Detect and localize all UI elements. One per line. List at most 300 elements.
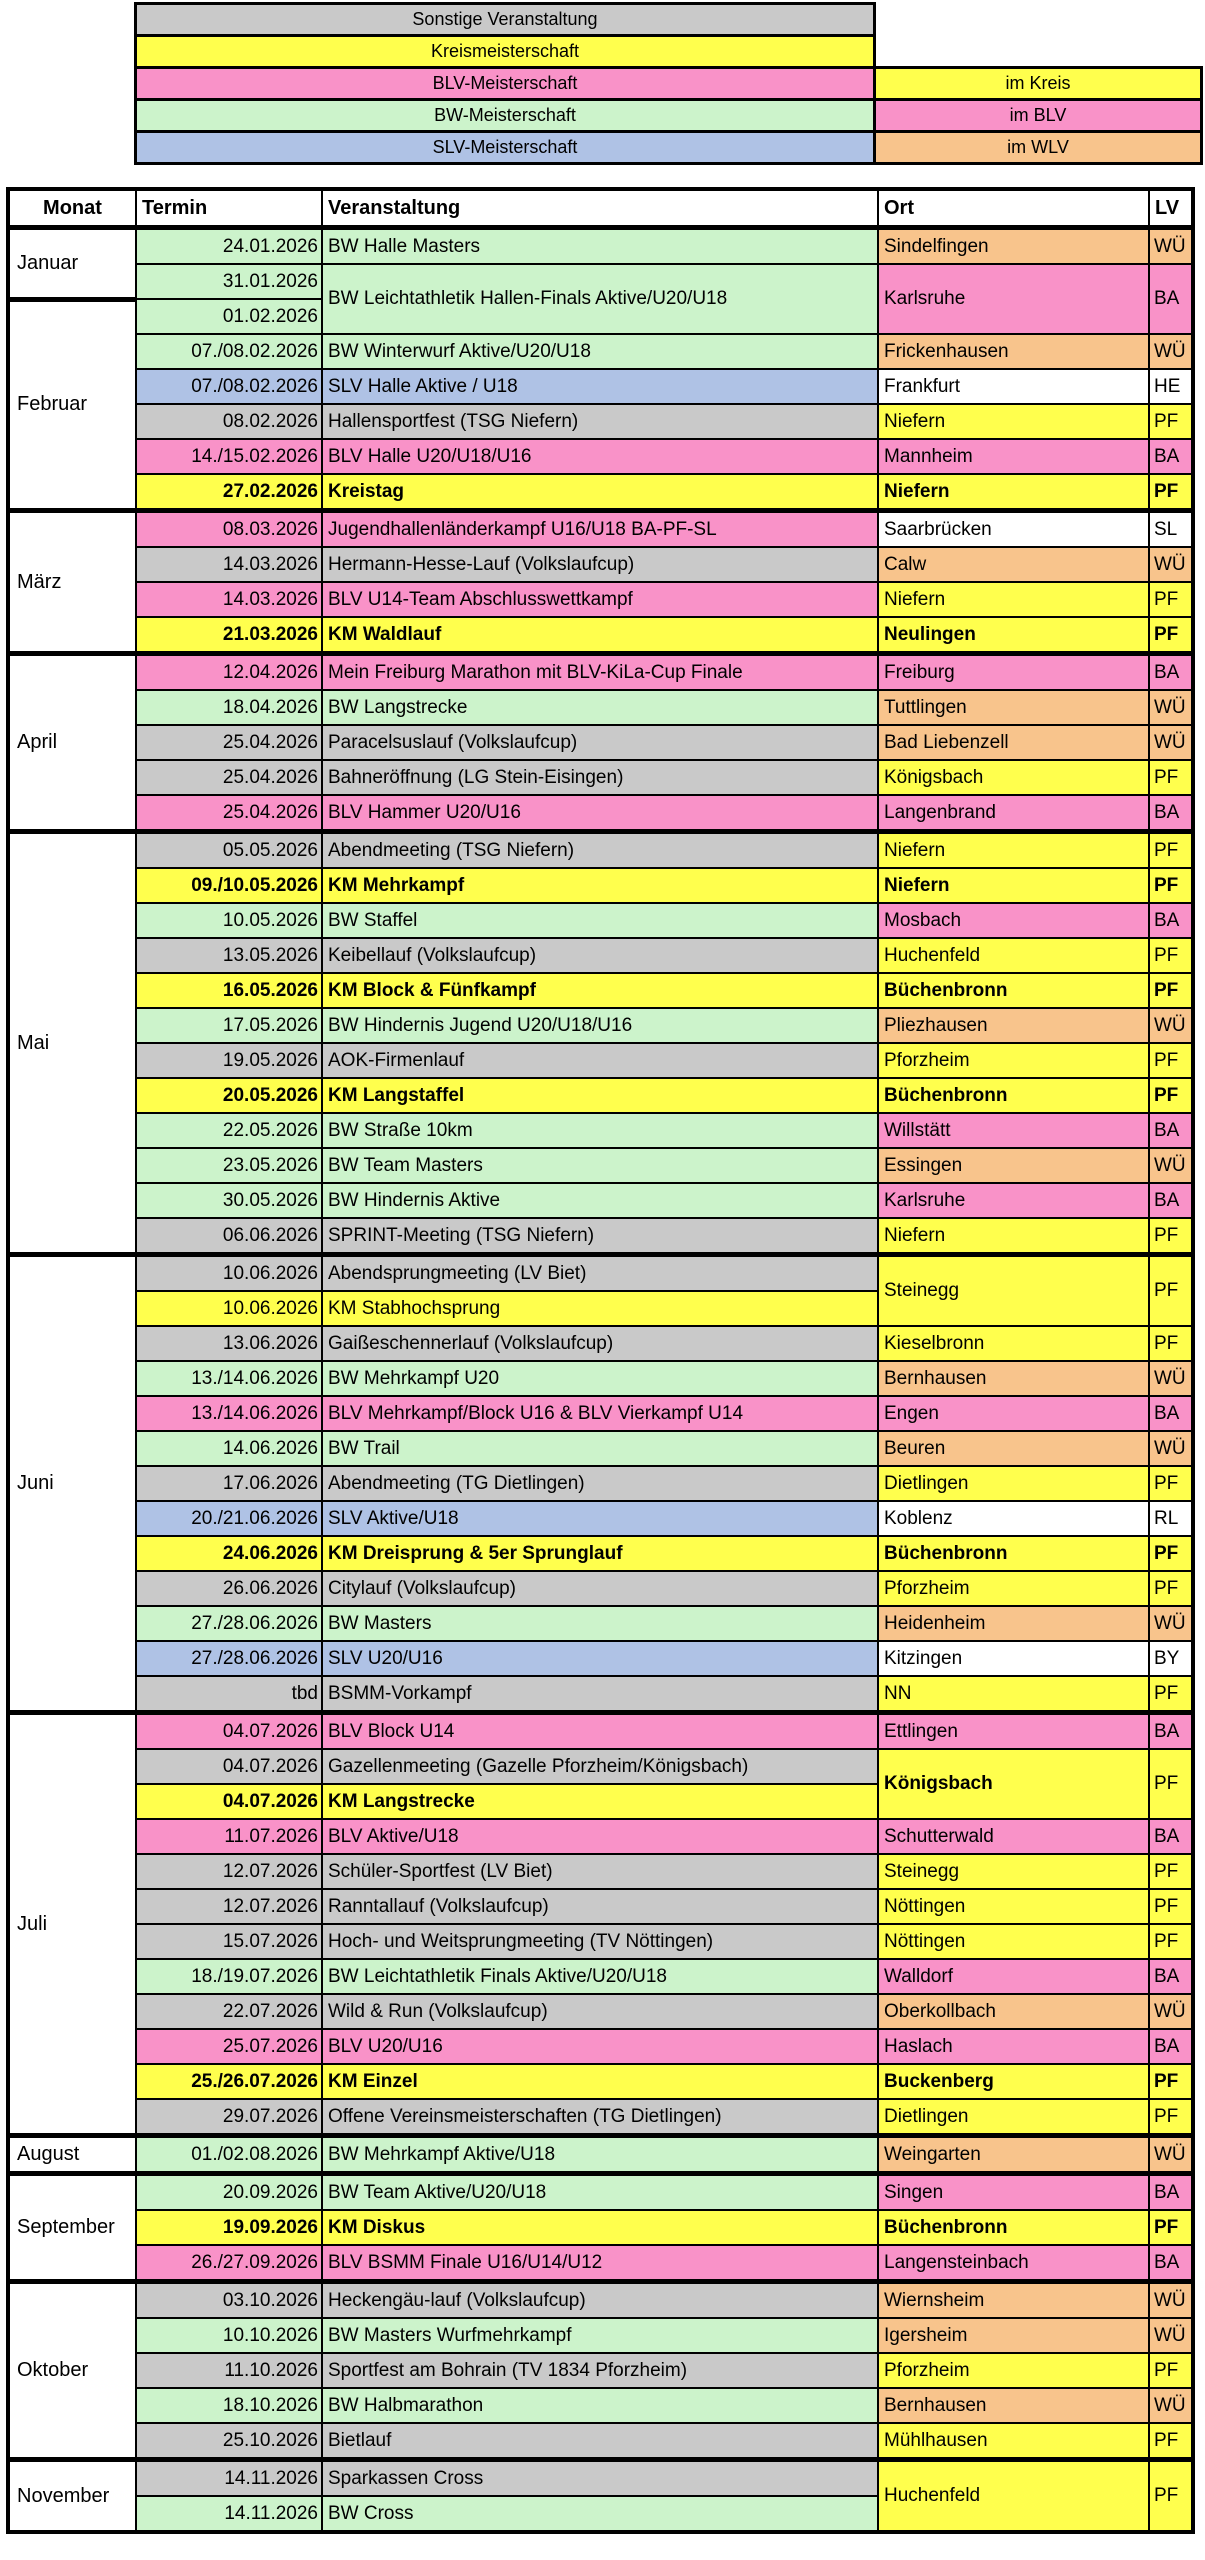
event-row <box>8 369 1193 404</box>
termin-cell: 11.10.2026 <box>136 2353 322 2388</box>
termin-cell: 10.10.2026 <box>136 2318 322 2353</box>
event-row <box>8 1396 1193 1431</box>
event-cell: BW Masters <box>322 1606 878 1641</box>
lv-cell: WÜ <box>1149 1431 1193 1466</box>
termin-cell: 03.10.2026 <box>136 2282 322 2319</box>
termin-cell: 29.07.2026 <box>136 2099 322 2136</box>
termin-cell: 20.05.2026 <box>136 1078 322 1113</box>
column-header-termin: Termin <box>136 189 322 228</box>
lv-cell: BA <box>1149 2029 1193 2064</box>
legend-item-slv-meisterschaft <box>134 130 876 165</box>
event-cell: KM Langstaffel <box>322 1078 878 1113</box>
termin-cell: 08.03.2026 <box>136 511 322 548</box>
ort-cell: Königsbach <box>878 1749 1149 1819</box>
termin-cell: 25.10.2026 <box>136 2423 322 2460</box>
event-row <box>8 2029 1193 2064</box>
termin-cell: 14.11.2026 <box>136 2496 322 2532</box>
column-header-lv: LV <box>1149 189 1193 228</box>
lv-cell: PF <box>1149 1536 1193 1571</box>
lv-cell: PF <box>1149 404 1193 439</box>
legend-item-blv-meisterschaft <box>134 66 876 101</box>
lv-cell: PF <box>1149 868 1193 903</box>
event-cell: SPRINT-Meeting (TSG Niefern) <box>322 1218 878 1255</box>
month-cell: Juli <box>8 1713 136 2136</box>
event-cell: BW Cross <box>322 2496 878 2532</box>
termin-cell: 14.03.2026 <box>136 582 322 617</box>
event-cell: Abendmeeting (TG Dietlingen) <box>322 1466 878 1501</box>
lv-cell: BA <box>1149 1959 1193 1994</box>
event-cell: Jugendhallenländerkampf U16/U18 BA-PF-SL <box>322 511 878 548</box>
termin-cell: 27.02.2026 <box>136 474 322 511</box>
termin-cell: 18.04.2026 <box>136 690 322 725</box>
termin-cell: 22.07.2026 <box>136 1994 322 2029</box>
ort-cell: Pforzheim <box>878 2353 1149 2388</box>
lv-cell: PF <box>1149 617 1193 654</box>
ort-cell: Huchenfeld <box>878 2460 1149 2533</box>
ort-cell: Engen <box>878 1396 1149 1431</box>
event-cell: BW Langstrecke <box>322 690 878 725</box>
termin-cell: 13.05.2026 <box>136 938 322 973</box>
termin-cell: 08.02.2026 <box>136 404 322 439</box>
event-row <box>8 690 1193 725</box>
lv-cell: WÜ <box>1149 334 1193 369</box>
event-row <box>8 1078 1193 1113</box>
event-cell: Gaißeschennerlauf (Volkslaufcup) <box>322 1326 878 1361</box>
event-row <box>8 938 1193 973</box>
termin-cell: 26.06.2026 <box>136 1571 322 1606</box>
lv-cell: WÜ <box>1149 725 1193 760</box>
lv-cell: PF <box>1149 1255 1193 1327</box>
event-cell: AOK-Firmenlauf <box>322 1043 878 1078</box>
event-cell: KM Diskus <box>322 2210 878 2245</box>
event-row <box>8 264 1193 299</box>
lv-cell: PF <box>1149 832 1193 869</box>
ort-cell: NN <box>878 1676 1149 1713</box>
month-cell: August <box>8 2136 136 2174</box>
event-cell: BW Halbmarathon <box>322 2388 878 2423</box>
lv-cell: WÜ <box>1149 1148 1193 1183</box>
month-cell: Mai <box>8 832 136 1255</box>
lv-cell: PF <box>1149 1889 1193 1924</box>
lv-cell: PF <box>1149 2210 1193 2245</box>
termin-cell: 19.05.2026 <box>136 1043 322 1078</box>
lv-cell: WÜ <box>1149 1361 1193 1396</box>
event-row <box>8 1959 1193 1994</box>
ort-cell: Calw <box>878 547 1149 582</box>
termin-cell: 20./21.06.2026 <box>136 1501 322 1536</box>
ort-cell: Langensteinbach <box>878 2245 1149 2282</box>
legend-label: SLV-Meisterschaft <box>432 137 578 157</box>
termin-cell: 14.06.2026 <box>136 1431 322 1466</box>
event-cell: BLV Block U14 <box>322 1713 878 1750</box>
termin-cell: tbd <box>136 1676 322 1713</box>
lv-cell: PF <box>1149 1326 1193 1361</box>
event-row <box>8 2245 1193 2282</box>
ort-cell: Mannheim <box>878 439 1149 474</box>
ort-cell: Haslach <box>878 2029 1149 2064</box>
lv-cell: PF <box>1149 582 1193 617</box>
ort-cell: Frickenhausen <box>878 334 1149 369</box>
ort-cell: Bernhausen <box>878 1361 1149 1396</box>
legend-left-column <box>134 2 876 165</box>
ort-cell: Niefern <box>878 868 1149 903</box>
termin-cell: 31.01.2026 <box>136 264 322 299</box>
termin-cell: 16.05.2026 <box>136 973 322 1008</box>
event-cell: Gazellenmeeting (Gazelle Pforzheim/Königsbach) <box>322 1749 878 1784</box>
ort-cell: Karlsruhe <box>878 1183 1149 1218</box>
event-row <box>8 2318 1193 2353</box>
event-row <box>8 1326 1193 1361</box>
ort-cell: Sindelfingen <box>878 228 1149 265</box>
lv-cell: WÜ <box>1149 690 1193 725</box>
lv-cell: WÜ <box>1149 2282 1193 2319</box>
event-row <box>8 1994 1193 2029</box>
lv-cell: PF <box>1149 760 1193 795</box>
month-cell: Oktober <box>8 2282 136 2460</box>
termin-cell: 12.04.2026 <box>136 654 322 691</box>
ort-cell: Büchenbronn <box>878 1078 1149 1113</box>
termin-cell: 06.06.2026 <box>136 1218 322 1255</box>
event-cell: Ranntallauf (Volkslaufcup) <box>322 1889 878 1924</box>
lv-cell: PF <box>1149 1218 1193 1255</box>
event-row <box>8 474 1193 511</box>
legend-item-im-wlv <box>873 130 1203 165</box>
termin-cell: 25.07.2026 <box>136 2029 322 2064</box>
lv-cell: BY <box>1149 1641 1193 1676</box>
termin-cell: 22.05.2026 <box>136 1113 322 1148</box>
ort-cell: Frankfurt <box>878 369 1149 404</box>
event-cell: BW Mehrkampf U20 <box>322 1361 878 1396</box>
ort-cell: Büchenbronn <box>878 973 1149 1008</box>
event-cell: BLV U14-Team Abschlusswettkampf <box>322 582 878 617</box>
event-row <box>8 1854 1193 1889</box>
lv-cell: PF <box>1149 1571 1193 1606</box>
event-cell: KM Dreisprung & 5er Sprunglauf <box>322 1536 878 1571</box>
legend-item-sonstige-veranstaltung <box>134 2 876 37</box>
lv-cell: PF <box>1149 2460 1193 2533</box>
ort-cell: Pforzheim <box>878 1043 1149 1078</box>
column-header-ort: Ort <box>878 189 1149 228</box>
event-row <box>8 1361 1193 1396</box>
ort-cell: Niefern <box>878 474 1149 511</box>
termin-cell: 11.07.2026 <box>136 1819 322 1854</box>
lv-cell: WÜ <box>1149 2318 1193 2353</box>
lv-cell: PF <box>1149 1854 1193 1889</box>
termin-cell: 17.06.2026 <box>136 1466 322 1501</box>
event-row <box>8 832 1193 869</box>
month-cell: November <box>8 2460 136 2533</box>
lv-cell: PF <box>1149 2099 1193 2136</box>
lv-cell: WÜ <box>1149 2388 1193 2423</box>
legend <box>134 2 1205 165</box>
event-cell: BW Hindernis Jugend U20/U18/U16 <box>322 1008 878 1043</box>
ort-cell: Mosbach <box>878 903 1149 938</box>
lv-cell: BA <box>1149 1819 1193 1854</box>
event-cell: BLV Halle U20/U18/U16 <box>322 439 878 474</box>
ort-cell: Nöttingen <box>878 1924 1149 1959</box>
event-row <box>8 2099 1193 2136</box>
event-cell: Heckengäu-lauf (Volkslaufcup) <box>322 2282 878 2319</box>
event-row <box>8 439 1193 474</box>
event-row <box>8 404 1193 439</box>
lv-cell: WÜ <box>1149 228 1193 265</box>
event-row <box>8 1008 1193 1043</box>
lv-cell: PF <box>1149 1924 1193 1959</box>
event-cell: Sparkassen Cross <box>322 2460 878 2497</box>
ort-cell: Steinegg <box>878 1255 1149 1327</box>
legend-label: im BLV <box>1009 105 1067 125</box>
ort-cell: Büchenbronn <box>878 1536 1149 1571</box>
lv-cell: PF <box>1149 1078 1193 1113</box>
legend-label: im Kreis <box>1005 73 1071 93</box>
event-cell: Hoch- und Weitsprungmeeting (TV Nöttingen) <box>322 1924 878 1959</box>
event-cell: BW Leichtathletik Finals Aktive/U20/U18 <box>322 1959 878 1994</box>
event-row <box>8 795 1193 832</box>
event-row <box>8 1183 1193 1218</box>
ort-cell: Bernhausen <box>878 2388 1149 2423</box>
event-cell: KM Block & Fünfkampf <box>322 973 878 1008</box>
termin-cell: 24.06.2026 <box>136 1536 322 1571</box>
event-row <box>8 1641 1193 1676</box>
lv-cell: PF <box>1149 1676 1193 1713</box>
ort-cell: Weingarten <box>878 2136 1149 2174</box>
lv-cell: PF <box>1149 1043 1193 1078</box>
legend-label: Sonstige Veranstaltung <box>412 9 598 29</box>
event-row <box>8 1148 1193 1183</box>
event-row <box>8 1676 1193 1713</box>
legend-item-bw-meisterschaft <box>134 98 876 133</box>
lv-cell: HE <box>1149 369 1193 404</box>
ort-cell: Büchenbronn <box>878 2210 1149 2245</box>
event-cell: KM Einzel <box>322 2064 878 2099</box>
termin-cell: 12.07.2026 <box>136 1889 322 1924</box>
event-row <box>8 903 1193 938</box>
event-row <box>8 511 1193 548</box>
event-row <box>8 2174 1193 2211</box>
event-cell: BW Straße 10km <box>322 1113 878 1148</box>
event-cell: SLV Halle Aktive / U18 <box>322 369 878 404</box>
event-cell: Bahneröffnung (LG Stein-Eisingen) <box>322 760 878 795</box>
ort-cell: Niefern <box>878 582 1149 617</box>
event-row <box>8 2423 1193 2460</box>
event-cell: BW Masters Wurfmehrkampf <box>322 2318 878 2353</box>
event-cell: Hallensportfest (TSG Niefern) <box>322 404 878 439</box>
event-cell: BLV Aktive/U18 <box>322 1819 878 1854</box>
event-row <box>8 2136 1193 2174</box>
lv-cell: WÜ <box>1149 1994 1193 2029</box>
event-row <box>8 2460 1193 2497</box>
ort-cell: Beuren <box>878 1431 1149 1466</box>
event-cell: SLV Aktive/U18 <box>322 1501 878 1536</box>
termin-cell: 20.09.2026 <box>136 2174 322 2211</box>
column-header-veranstaltung: Veranstaltung <box>322 189 878 228</box>
event-row <box>8 973 1193 1008</box>
lv-cell: BA <box>1149 903 1193 938</box>
termin-cell: 25.04.2026 <box>136 795 322 832</box>
event-row <box>8 1924 1193 1959</box>
event-row <box>8 1255 1193 1292</box>
legend-label: Kreismeisterschaft <box>430 41 580 61</box>
event-row <box>8 1043 1193 1078</box>
termin-cell: 18./19.07.2026 <box>136 1959 322 1994</box>
event-cell: BW Mehrkampf Aktive/U18 <box>322 2136 878 2174</box>
ort-cell: Bad Liebenzell <box>878 725 1149 760</box>
lv-cell: PF <box>1149 1466 1193 1501</box>
ort-cell: Langenbrand <box>878 795 1149 832</box>
termin-cell: 24.01.2026 <box>136 228 322 265</box>
event-row <box>8 2282 1193 2319</box>
ort-cell: Willstätt <box>878 1113 1149 1148</box>
lv-cell: SL <box>1149 511 1193 548</box>
termin-cell: 18.10.2026 <box>136 2388 322 2423</box>
termin-cell: 04.07.2026 <box>136 1749 322 1784</box>
event-cell: Abendmeeting (TSG Niefern) <box>322 832 878 869</box>
termin-cell: 13./14.06.2026 <box>136 1396 322 1431</box>
termin-cell: 25./26.07.2026 <box>136 2064 322 2099</box>
lv-cell: BA <box>1149 1396 1193 1431</box>
legend-item-im-blv <box>873 98 1203 133</box>
column-header-monat: Monat <box>8 189 136 228</box>
ort-cell: Dietlingen <box>878 2099 1149 2136</box>
termin-cell: 07./08.02.2026 <box>136 334 322 369</box>
lv-cell: BA <box>1149 439 1193 474</box>
termin-cell: 10.05.2026 <box>136 903 322 938</box>
lv-cell: BA <box>1149 795 1193 832</box>
termin-cell: 25.04.2026 <box>136 725 322 760</box>
event-cell: BLV Hammer U20/U16 <box>322 795 878 832</box>
ort-cell: Pforzheim <box>878 1571 1149 1606</box>
event-cell: Wild & Run (Volkslaufcup) <box>322 1994 878 2029</box>
event-row <box>8 2353 1193 2388</box>
termin-cell: 01./02.08.2026 <box>136 2136 322 2174</box>
header-row <box>8 189 1193 228</box>
lv-cell: PF <box>1149 938 1193 973</box>
legend-item-kreismeisterschaft <box>134 34 876 69</box>
termin-cell: 27./28.06.2026 <box>136 1641 322 1676</box>
event-cell: Schüler-Sportfest (LV Biet) <box>322 1854 878 1889</box>
event-cell: BW Team Aktive/U20/U18 <box>322 2174 878 2211</box>
event-row <box>8 760 1193 795</box>
event-cell: BW Staffel <box>322 903 878 938</box>
legend-label: BLV-Meisterschaft <box>432 73 578 93</box>
termin-cell: 04.07.2026 <box>136 1713 322 1750</box>
termin-cell: 13./14.06.2026 <box>136 1361 322 1396</box>
termin-cell: 07./08.02.2026 <box>136 369 322 404</box>
termin-cell: 14./15.02.2026 <box>136 439 322 474</box>
ort-cell: Mühlhausen <box>878 2423 1149 2460</box>
event-cell: Citylauf (Volkslaufcup) <box>322 1571 878 1606</box>
ort-cell: Kieselbronn <box>878 1326 1149 1361</box>
ort-cell: Koblenz <box>878 1501 1149 1536</box>
event-row <box>8 1749 1193 1784</box>
lv-cell: WÜ <box>1149 1008 1193 1043</box>
ort-cell: Neulingen <box>878 617 1149 654</box>
ort-cell: Nöttingen <box>878 1889 1149 1924</box>
event-cell: KM Mehrkampf <box>322 868 878 903</box>
ort-cell: Singen <box>878 2174 1149 2211</box>
event-row <box>8 1536 1193 1571</box>
legend-item-im-kreis <box>873 66 1203 101</box>
event-cell: BW Halle Masters <box>322 228 878 265</box>
termin-cell: 27./28.06.2026 <box>136 1606 322 1641</box>
ort-cell: Heidenheim <box>878 1606 1149 1641</box>
lv-cell: BA <box>1149 1113 1193 1148</box>
event-cell: Bietlauf <box>322 2423 878 2460</box>
event-cell: Kreistag <box>322 474 878 511</box>
termin-cell: 23.05.2026 <box>136 1148 322 1183</box>
ort-cell: Niefern <box>878 832 1149 869</box>
lv-cell: PF <box>1149 1749 1193 1819</box>
event-cell: Keibellauf (Volkslaufcup) <box>322 938 878 973</box>
event-row <box>8 1431 1193 1466</box>
event-row <box>8 1819 1193 1854</box>
termin-cell: 26./27.09.2026 <box>136 2245 322 2282</box>
month-cell: März <box>8 511 136 654</box>
ort-cell: Oberkollbach <box>878 1994 1149 2029</box>
event-row <box>8 1501 1193 1536</box>
legend-label: BW-Meisterschaft <box>434 105 576 125</box>
ort-cell: Niefern <box>878 404 1149 439</box>
termin-cell: 17.05.2026 <box>136 1008 322 1043</box>
lv-cell: BA <box>1149 2174 1193 2211</box>
event-row <box>8 654 1193 691</box>
ort-cell: Schutterwald <box>878 1819 1149 1854</box>
event-cell: BSMM-Vorkampf <box>322 1676 878 1713</box>
event-cell: Paracelsuslauf (Volkslaufcup) <box>322 725 878 760</box>
lv-cell: BA <box>1149 264 1193 334</box>
ort-cell: Niefern <box>878 1218 1149 1255</box>
ort-cell: Kitzingen <box>878 1641 1149 1676</box>
ort-cell: Ettlingen <box>878 1713 1149 1750</box>
lv-cell: PF <box>1149 2423 1193 2460</box>
lv-cell: RL <box>1149 1501 1193 1536</box>
event-cell: Offene Vereinsmeisterschaften (TG Dietlingen) <box>322 2099 878 2136</box>
event-row <box>8 1113 1193 1148</box>
event-cell: KM Langstrecke <box>322 1784 878 1819</box>
legend-right-column <box>873 2 1203 165</box>
termin-cell: 01.02.2026 <box>136 299 322 334</box>
event-row <box>8 1571 1193 1606</box>
ort-cell: Pliezhausen <box>878 1008 1149 1043</box>
lv-cell: PF <box>1149 2064 1193 2099</box>
termin-cell: 15.07.2026 <box>136 1924 322 1959</box>
month-cell: Januar <box>8 228 136 300</box>
event-row <box>8 547 1193 582</box>
lv-cell: BA <box>1149 1183 1193 1218</box>
event-row <box>8 725 1193 760</box>
event-cell: BW Trail <box>322 1431 878 1466</box>
event-row <box>8 582 1193 617</box>
event-row <box>8 1606 1193 1641</box>
termin-cell: 14.03.2026 <box>136 547 322 582</box>
lv-cell: BA <box>1149 1713 1193 1750</box>
lv-cell: WÜ <box>1149 1606 1193 1641</box>
event-cell: BW Hindernis Aktive <box>322 1183 878 1218</box>
event-cell: BW Team Masters <box>322 1148 878 1183</box>
ort-cell: Walldorf <box>878 1959 1149 1994</box>
lv-cell: BA <box>1149 2245 1193 2282</box>
event-cell: Hermann-Hesse-Lauf (Volkslaufcup) <box>322 547 878 582</box>
event-cell: BLV Mehrkampf/Block U16 & BLV Vierkampf U14 <box>322 1396 878 1431</box>
ort-cell: Steinegg <box>878 1854 1149 1889</box>
event-cell: BLV BSMM Finale U16/U14/U12 <box>322 2245 878 2282</box>
ort-cell: Dietlingen <box>878 1466 1149 1501</box>
ort-cell: Buckenberg <box>878 2064 1149 2099</box>
event-cell: SLV U20/U16 <box>322 1641 878 1676</box>
termin-cell: 04.07.2026 <box>136 1784 322 1819</box>
lv-cell: PF <box>1149 2353 1193 2388</box>
termin-cell: 10.06.2026 <box>136 1255 322 1292</box>
